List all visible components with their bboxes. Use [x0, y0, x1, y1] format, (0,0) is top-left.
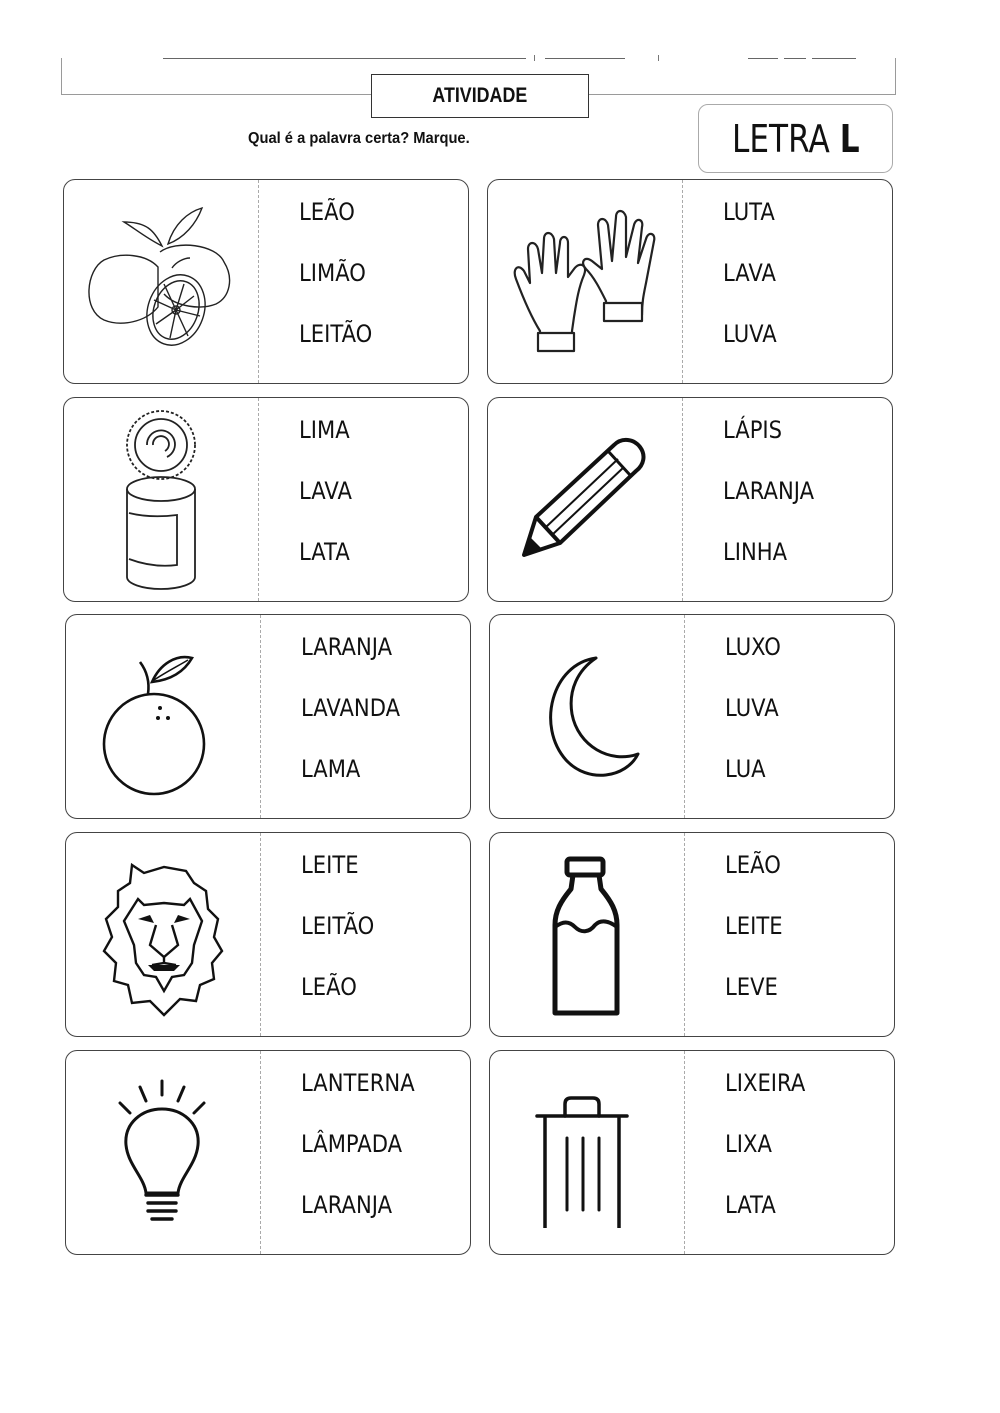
- header-tick: [534, 55, 535, 61]
- word-card-moon: [489, 614, 895, 819]
- word-card-light-bulb: [65, 1050, 471, 1255]
- lemon-icon: [64, 180, 258, 383]
- word-option[interactable]: LEITE: [725, 912, 783, 940]
- word-card-milk-bottle: [489, 832, 895, 1037]
- activity-title-box: [371, 74, 589, 118]
- letter-value: L: [839, 116, 860, 161]
- card-divider: [260, 833, 261, 1036]
- word-option[interactable]: LEITÃO: [299, 320, 373, 348]
- word-option[interactable]: LUXO: [725, 633, 781, 661]
- word-card-gloves: [487, 179, 893, 384]
- word-option[interactable]: LAVA: [723, 259, 776, 287]
- word-option[interactable]: LEÃO: [301, 973, 357, 1001]
- word-option[interactable]: LATA: [725, 1191, 776, 1219]
- word-option[interactable]: LARANJA: [301, 633, 393, 661]
- word-option[interactable]: LUVA: [723, 320, 777, 348]
- word-card-lion: [65, 832, 471, 1037]
- date-line-month: [784, 58, 806, 59]
- word-card-trash-can: [489, 1050, 895, 1255]
- card-divider: [258, 180, 259, 383]
- word-card-orange: [65, 614, 471, 819]
- word-option[interactable]: LIXEIRA: [725, 1069, 806, 1097]
- trash-can-icon: [490, 1051, 684, 1254]
- card-divider: [684, 833, 685, 1036]
- word-card-pencil: [487, 397, 893, 602]
- can-icon: [64, 398, 258, 601]
- word-option[interactable]: LAVANDA: [301, 694, 401, 722]
- word-option[interactable]: LUVA: [725, 694, 779, 722]
- card-divider: [684, 1051, 685, 1254]
- header-tick: [658, 55, 659, 61]
- word-option[interactable]: LÁPIS: [723, 416, 783, 444]
- card-divider: [260, 1051, 261, 1254]
- card-divider: [260, 615, 261, 818]
- moon-icon: [490, 615, 684, 818]
- card-divider: [684, 615, 685, 818]
- word-option[interactable]: LEÃO: [725, 851, 781, 879]
- letter-badge: [698, 104, 893, 173]
- word-option[interactable]: LAVA: [299, 477, 352, 505]
- name-line: [163, 58, 526, 59]
- word-option[interactable]: LIMÃO: [299, 259, 366, 287]
- instruction-text: Qual é a palavra certa? Marque.: [248, 130, 470, 147]
- word-card-can: [63, 397, 469, 602]
- word-option[interactable]: LEITE: [301, 851, 359, 879]
- word-option[interactable]: LANTERNA: [301, 1069, 415, 1097]
- word-option[interactable]: LEITÃO: [301, 912, 375, 940]
- letter-label: LETRA: [731, 116, 830, 161]
- light-bulb-icon: [66, 1051, 260, 1254]
- word-option[interactable]: LÂMPADA: [301, 1130, 403, 1158]
- word-option[interactable]: LUTA: [723, 198, 775, 226]
- date-line-day: [748, 58, 778, 59]
- word-option[interactable]: LATA: [299, 538, 350, 566]
- word-option[interactable]: LIXA: [725, 1130, 772, 1158]
- word-option[interactable]: LEÃO: [299, 198, 355, 226]
- activity-title: ATIVIDADE: [432, 84, 528, 107]
- word-option[interactable]: LARANJA: [301, 1191, 393, 1219]
- card-divider: [682, 398, 683, 601]
- word-option[interactable]: LIMA: [299, 416, 350, 444]
- card-divider: [682, 180, 683, 383]
- word-option[interactable]: LARANJA: [723, 477, 815, 505]
- gloves-icon: [488, 180, 682, 383]
- word-option[interactable]: LINHA: [723, 538, 788, 566]
- word-option[interactable]: LUA: [725, 755, 766, 783]
- card-divider: [258, 398, 259, 601]
- pencil-icon: [488, 398, 682, 601]
- class-line: [545, 58, 625, 59]
- date-line-year: [812, 58, 856, 59]
- orange-icon: [66, 615, 260, 818]
- lion-icon: [66, 833, 260, 1036]
- milk-bottle-icon: [490, 833, 684, 1036]
- word-card-lemon: [63, 179, 469, 384]
- word-option[interactable]: LEVE: [725, 973, 778, 1001]
- instruction: [248, 130, 489, 148]
- word-option[interactable]: LAMA: [301, 755, 361, 783]
